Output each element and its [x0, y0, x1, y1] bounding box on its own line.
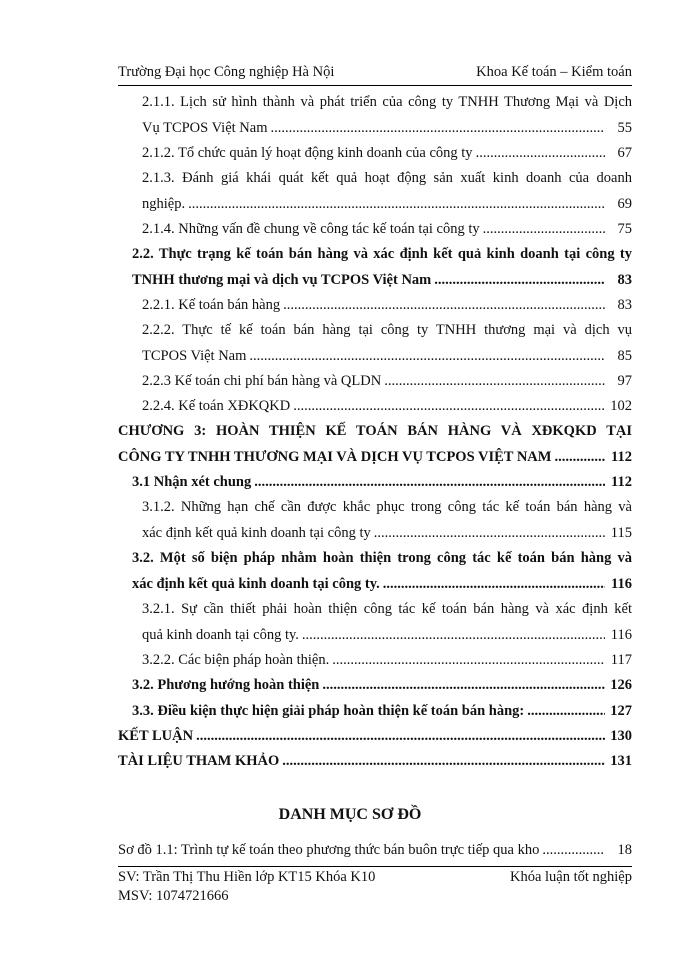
page-footer [118, 868, 632, 906]
footer-student-id: MSV: 1074721666 [118, 888, 229, 904]
figure-list-heading: DANH MỤC SƠ ĐỒ [278, 806, 422, 823]
toc-entry: CÔNG TY TNHH THƯƠNG MẠI VÀ DỊCH VỤ TCPOS VIỆT NAM ..... 112 [118, 447, 632, 467]
toc-entry: KẾT LUẬN ..... 130 [118, 726, 632, 746]
toc-entry: CHƯƠNG 3: HOÀN THIỆN KẾ TOÁN BÁN HÀNG VÀ XĐKQKD TẠI [118, 423, 632, 439]
toc-entry: 3.2.2. Các biện pháp hoàn thiện. ..... 117 [142, 650, 632, 670]
toc-entry: 2.1.1. Lịch sử hình thành và phát triển của công ty TNHH Thương Mại và Dịch [142, 94, 632, 110]
footer-rule [118, 866, 632, 867]
toc-entry: 2.1.3. Đánh giá khái quát kết quả hoạt động sản xuất kinh doanh của doanh [142, 170, 632, 186]
toc-entry: 2.1.4. Những vấn đề chung về công tác kế toán tại công ty ..... 75 [142, 219, 632, 239]
toc-entry: 3.2. Phương hướng hoàn thiện ..... 126 [132, 675, 632, 695]
toc-entry: TCPOS Việt Nam ..... 85 [142, 346, 632, 366]
figure-list-entry: Sơ đồ 1.1: Trình tự kế toán theo phương thức bán buôn trực tiếp qua kho ..... 18 [118, 840, 632, 860]
header-school: Trường Đại học Công nghiệp Hà Nội [118, 64, 335, 80]
toc-entry: TÀI LIỆU THAM KHẢO ..... 131 [118, 751, 632, 771]
toc-entry: Vụ TCPOS Việt Nam ..... 55 [142, 118, 632, 138]
toc-entry: 2.2.4. Kế toán XĐKQKD ..... 102 [142, 396, 632, 416]
page-header [118, 64, 632, 84]
header-faculty: Khoa Kế toán – Kiểm toán [476, 64, 632, 80]
toc-entry: 2.2. Thực trạng kế toán bán hàng và xác định kết quả kinh doanh tại công ty [132, 246, 632, 262]
toc-entry: quả kinh doanh tại công ty. ..... 116 [142, 625, 632, 645]
footer-thesis-type: Khóa luận tốt nghiệp [509, 869, 632, 885]
toc-entry: xác định kết quả kinh doanh tại công ty. ..... 116 [132, 574, 632, 594]
header-rule [118, 85, 632, 86]
toc-entry: 3.2. Một số biện pháp nhằm hoàn thiện trong công tác kế toán bán hàng và [132, 550, 632, 566]
toc-entry: xác định kết quả kinh doanh tại công ty ..... 115 [142, 523, 632, 543]
toc-entry: 3.1.2. Những hạn chế cần được khắc phục trong công tác kế toán bán hàng và [142, 499, 632, 515]
toc-entry: 2.2.3 Kế toán chi phí bán hàng và QLDN ..... 97 [142, 371, 632, 391]
toc-entry: 3.1 Nhận xét chung ..... 112 [132, 472, 632, 492]
toc-entry: 2.2.2. Thực tế kế toán bán hàng tại công ty TNHH thương mại và dịch vụ [142, 322, 632, 338]
toc-entry: 3.3. Điều kiện thực hiện giải pháp hoàn thiện kế toán bán hàng: ..... 127 [132, 701, 632, 721]
footer-student: SV: Trần Thị Thu Hiền lớp KT15 Khóa K10 [118, 869, 376, 885]
toc-entry: nghiệp. ..... 69 [142, 194, 632, 214]
toc-entry: 2.2.1. Kế toán bán hàng ..... 83 [142, 295, 632, 315]
toc-entry: 2.1.2. Tổ chức quản lý hoạt động kinh doanh của công ty ..... 67 [142, 143, 632, 163]
toc-entry: 3.2.1. Sự cần thiết phải hoàn thiện công tác kế toán bán hàng và xác định kết [142, 601, 632, 617]
toc-entry: TNHH thương mại và dịch vụ TCPOS Việt Nam ..... 83 [132, 270, 632, 290]
